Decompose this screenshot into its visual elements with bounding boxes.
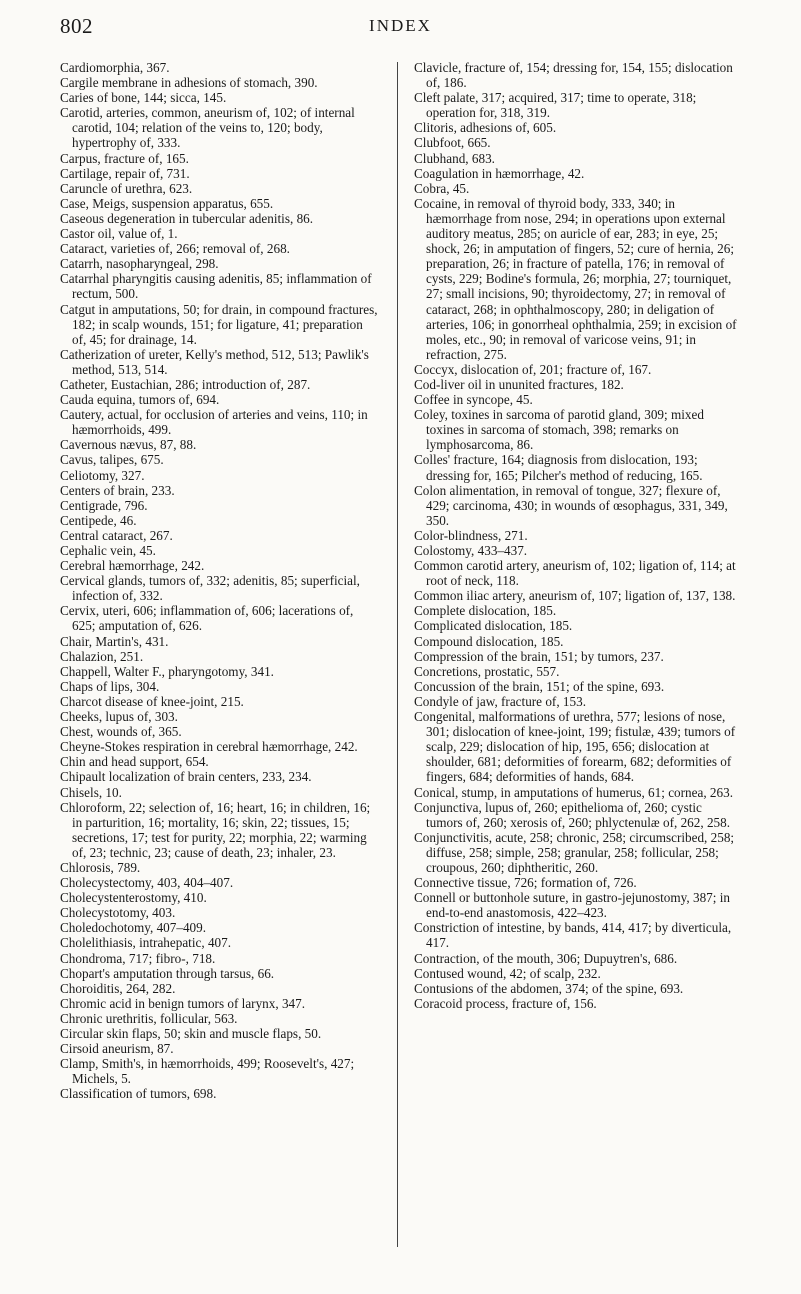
index-entry: Cartilage, repair of, 731. [60,165,190,181]
index-entry: Catheter, Eustachian, 286; introduction of, 287. [60,376,311,392]
index-entry: Chair, Martin's, 431. [60,633,169,649]
index-entry: Coccyx, dislocation of, 201; fracture of, 167. [414,361,652,377]
index-entry: Cargile membrane in adhesions of stomach, 390. [60,75,318,91]
index-entry: Cardiomorphia, 367. [60,60,170,75]
index-entry: Cephalic vein, 45. [60,543,156,558]
index-entry: Celiotomy, 327. [60,467,145,483]
page-number: 802 [60,14,93,38]
index-entry: Coracoid process, fracture of, 156. [414,995,597,1011]
index-entry: Coagulation in hæmorrhage, 42. [414,165,585,181]
index-entry: Conjunctivitis, acute, 258; chronic, 258; circumscribed, 258; diffuse, 258; simple, 258; granular, 258; follicular, 258; croupous, 260; diphtheritic, 260. [414,829,735,875]
index-entry: Cobra, 45. [414,180,470,196]
right-column [414,60,738,1011]
index-entry: Castor oil, value of, 1. [60,226,178,242]
index-entry: Contraction, of the mouth, 306; Dupuytren's, 686. [414,950,678,966]
index-entry: Conical, stump, in amputations of humerus, 61; cornea, 263. [414,784,734,800]
index-entry: Caries of bone, 144; sicca, 145. [60,90,227,106]
index-entry: Complete dislocation, 185. [414,603,557,619]
index-entry: Cholelithiasis, intrahepatic, 407. [60,935,232,951]
index-entry: Chisels, 10. [60,784,122,800]
index-entry: Chin and head support, 654. [60,754,209,770]
index-entry: Condyle of jaw, fracture of, 153. [414,693,586,709]
index-entry: Clavicle, fracture of, 154; dressing for, 154, 155; dislocation of, 186. [414,60,733,91]
index-entry: Color-blindness, 271. [414,527,528,543]
index-entry: Case, Meigs, suspension apparatus, 655. [60,195,274,211]
index-entry: Centipede, 46. [60,512,137,528]
index-entry: Cholecystotomy, 403. [60,905,176,921]
index-entry: Cholecystenterostomy, 410. [60,890,207,906]
index-entry: Cocaine, in removal of thyroid body, 333, 340; in hæmorrhage from nose, 294; in operations upon external auditory meatus, 285; on auricle of ear, 283; in eye, 25; shock, 26; in amputation of fingers, 52; cure of hernia, 26; preparation, 26; in fracture of patella, 176; in removal of cysts, 229; Bodine's formula, 26; morphia, 27; tourniquet, 27; small incisions, 90; thyroidectomy, 27; in removal of cataract, 268; in ophthalmoscopy, 280; in deligation of arteries, 106; in gonorrheal ophthalmia, 259; in excision of moles, etc., 90; in removal of varicose veins, 91; in refraction, 275. [414,195,737,362]
index-entry: Common iliac artery, aneurism of, 107; ligation of, 137, 138. [414,588,736,604]
index-entry: Colon alimentation, in removal of tongue, 327; flexure of, 429; carcinoma, 430; in wounds of œsophagus, 331, 349, 350. [414,482,728,528]
index-entry: Chloroform, 22; selection of, 16; heart, 16; in children, 16; in parturition, 16; mortality, 16; skin, 22; tissues, 15; secretions, 17; test for purity, 22; morphia, 22; warming of, 23; technic, 23; cause of death, 23; inhaler, 23. [60,799,371,860]
index-entry: Chromic acid in benign tumors of larynx, 347. [60,995,306,1011]
index-entry: Common carotid artery, aneurism of, 102; ligation of, 114; at root of neck, 118. [414,558,736,589]
index-entry: Cavernous nævus, 87, 88. [60,437,197,453]
index-entry: Catgut in amputations, 50; for drain, in compound fractures, 182; in scalp wounds, 151; for ligature, 41; preparation of, 45; for drainage, 14. [60,301,378,347]
index-entry: Coley, toxines in sarcoma of parotid gland, 309; mixed toxines in sarcoma of stomach, 398; remarks on lymphosarcoma, 86. [414,407,704,453]
index-entry: Cavus, talipes, 675. [60,452,164,468]
index-entry: Centigrade, 796. [60,497,148,513]
index-entry: Clubhand, 683. [414,150,495,166]
index-entry: Cataract, varieties of, 266; removal of, 268. [60,241,290,257]
index-entry: Clubfoot, 665. [414,135,491,151]
index-entry: Chappell, Walter F., pharyngotomy, 341. [60,663,274,679]
index-entry: Charcot disease of knee-joint, 215. [60,693,244,709]
index-entry: Cauda equina, tumors of, 694. [60,392,220,408]
index-entry: Circular skin flaps, 50; skin and muscle flaps, 50. [60,1026,322,1041]
index-entry: Carotid, arteries, common, aneurism of, 102; of internal carotid, 104; relation of the veins to, 120; body, hypertrophy of, 333. [60,105,355,151]
index-entry: Clitoris, adhesions of, 605. [414,120,557,136]
index-entry: Carpus, fracture of, 165. [60,150,189,166]
index-entry: Classification of tumors, 698. [60,1086,217,1102]
index-entry: Cleft palate, 317; acquired, 317; time to operate, 318; operation for, 318, 319. [414,90,697,121]
index-entry: Chronic urethritis, follicular, 563. [60,1010,238,1026]
index-entry: Cirsoid aneurism, 87. [60,1041,174,1057]
index-entry: Chest, wounds of, 365. [60,724,182,740]
running-head: INDEX [369,16,432,35]
index-entry: Cautery, actual, for occlusion of arteries and veins, 110; in hæmorrhoids, 499. [60,407,368,438]
index-entry: Contused wound, 42; of scalp, 232. [414,965,601,981]
index-entry: Congenital, malformations of urethra, 577; lesions of nose, 301; dislocation of knee-joint, 199; fistulæ, 439; tumors of scalp, 229; dislocation of hip, 195, 656; dislocation at shoulder, 681; deformities of forearm, 682; deformities of fingers, 684; deformities of hands, 684. [414,709,736,785]
index-entry: Cervical glands, tumors of, 332; adenitis, 85; superficial, infection of, 332. [60,573,360,604]
index-entry: Compression of the brain, 151; by tumors, 237. [414,648,664,664]
index-entry: Connell or buttonhole suture, in gastro-jejunostomy, 387; in end-to-end anastomosis, 422–423. [414,890,730,921]
left-column [60,60,380,1101]
index-entry: Chondroma, 717; fibro-, 718. [60,950,216,966]
index-entry: Cod-liver oil in ununited fractures, 182. [414,376,624,392]
index-entry: Catarrhal pharyngitis causing adenitis, 85; inflammation of rectum, 500. [60,271,372,302]
index-entry: Compound dislocation, 185. [414,633,564,649]
index-entry: Central cataract, 267. [60,527,173,543]
index-entry: Caseous degeneration in tubercular adenitis, 86. [60,210,314,226]
index-entry: Chipault localization of brain centers, 233, 234. [60,769,312,785]
index-entry: Chopart's amputation through tarsus, 66. [60,965,275,981]
index-entry: Cholecystectomy, 403, 404–407. [60,875,234,891]
index-entry: Conjunctiva, lupus of, 260; epithelioma of, 260; cystic tumors of, 260; xerosis of, 260; phlyctenulæ of, 262, 258. [414,799,731,830]
index-entry: Chlorosis, 789. [60,859,141,875]
index-entry: Catherization of ureter, Kelly's method, 512, 513; Pawlik's method, 513, 514. [60,346,369,377]
index-entry: Cerebral hæmorrhage, 242. [60,558,205,574]
index-entry: Choroiditis, 264, 282. [60,980,176,996]
column-divider [397,62,398,1247]
index-entry: Colostomy, 433–437. [414,543,528,558]
index-entry: Concussion of the brain, 151; of the spine, 693. [414,678,665,694]
index-entry: Chalazion, 251. [60,648,144,664]
index-entry: Centers of brain, 233. [60,482,175,498]
index-entry: Catarrh, nasopharyngeal, 298. [60,256,219,272]
index-entry: Concretions, prostatic, 557. [414,663,560,679]
index-entry: Coffee in syncope, 45. [414,392,533,408]
index-entry: Cheyne-Stokes respiration in cerebral hæmorrhage, 242. [60,739,358,755]
index-entry: Clamp, Smith's, in hæmorrhoids, 499; Roosevelt's, 427; Michels, 5. [60,1056,355,1087]
index-entry: Complicated dislocation, 185. [414,618,573,634]
index-entry: Cheeks, lupus of, 303. [60,709,178,725]
index-entry: Contusions of the abdomen, 374; of the spine, 693. [414,980,684,996]
index-entry: Colles' fracture, 164; diagnosis from dislocation, 193; dressing for, 165; Pilcher's method of reducing, 165. [414,452,703,483]
index-entry: Chaps of lips, 304. [60,678,160,694]
index-entry: Connective tissue, 726; formation of, 726. [414,875,637,891]
index-entry: Choledochotomy, 407–409. [60,920,207,936]
index-entry: Caruncle of urethra, 623. [60,180,193,196]
index-entry: Cervix, uteri, 606; inflammation of, 606; lacerations of, 625; amputation of, 626. [60,603,354,634]
index-entry: Constriction of intestine, by bands, 414, 417; by diverticula, 417. [414,920,732,951]
